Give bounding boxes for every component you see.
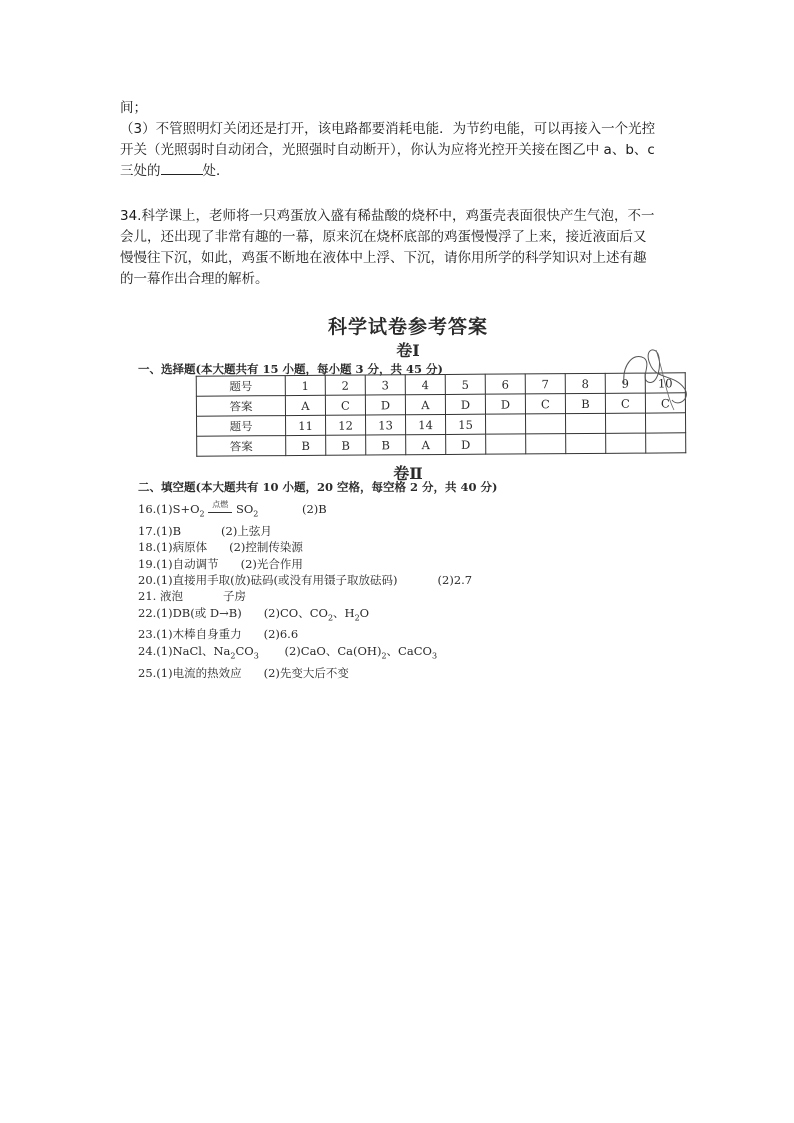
answer-key-scan (134, 308, 694, 680)
list-item (138, 626, 472, 642)
table-cell: A (406, 434, 446, 454)
answer-text: (2)CaO、Ca(OH) (284, 643, 382, 658)
answer-text: (2)控制传染源 (229, 540, 303, 555)
answer-text: 17.(1)B (138, 523, 182, 538)
table-cell (525, 414, 565, 434)
answer-text: (2)光合作用 (240, 556, 303, 571)
table-cell: 14 (406, 414, 446, 434)
answer-blank (161, 161, 203, 175)
list-item (138, 572, 472, 588)
table-cell: 12 (326, 415, 366, 435)
text-line: 开关（光照弱时自动闭合，光照强时自动断开），你认为应将光控开关接在图乙中 a、b、c (120, 142, 655, 158)
subscript: 2 (354, 613, 360, 623)
subscript: 3 (431, 651, 438, 661)
table-cell: C (645, 393, 685, 413)
table-cell: 2 (325, 375, 365, 395)
list-item (138, 605, 472, 627)
table-cell (605, 413, 645, 433)
answer-text: 19.(1)自动调节 (138, 556, 219, 571)
answer-text: (2)B (302, 502, 327, 516)
table-row (197, 433, 686, 456)
table-cell: B (326, 435, 366, 455)
answer-text: 24.(1)NaCl、Na (138, 643, 231, 658)
answer-text: SO (235, 502, 254, 516)
table-cell: D (485, 394, 525, 414)
text-fragment: 三处的 (120, 163, 161, 179)
list-item (138, 523, 472, 539)
text-fragment: 处． (202, 163, 230, 179)
table-cell: 题号 (197, 416, 286, 437)
condition-label: 点燃 (212, 500, 229, 509)
list-item (138, 588, 472, 604)
answer-text: 16.(1)S+O (138, 502, 200, 516)
answer-text: 25.(1)电流的热效应 (138, 665, 242, 680)
reaction-condition (208, 500, 232, 513)
table-cell: D (365, 395, 405, 415)
table-cell (566, 433, 606, 453)
answer-text: 23.(1)木棒自身重力 (138, 627, 242, 642)
text-line: 会儿，还出现了非常有趣的一幕，原来沉在烧杯底部的鸡蛋慢慢浮了上来，接近液面后又 (120, 229, 647, 245)
subscript: 2 (199, 509, 205, 519)
table-cell (526, 434, 566, 454)
table-cell (606, 433, 646, 453)
answer-text: 21. 液泡 (138, 589, 183, 604)
list-item (138, 501, 472, 523)
answer-text: 、CaCO (386, 643, 432, 658)
table-cell: 1 (285, 375, 325, 395)
table-cell: 6 (485, 374, 525, 394)
table-cell: 答案 (197, 436, 286, 457)
answer-text: 20.(1)直接用手取(放)砝码(或没有用镊子取放砝码) (138, 572, 398, 587)
table-cell: 7 (525, 374, 565, 394)
table-cell (646, 433, 686, 453)
answer-text: 子房 (222, 589, 246, 604)
text-line (120, 161, 680, 182)
table-cell: 11 (286, 415, 326, 435)
answer-text: (2)上弦月 (221, 523, 272, 538)
subscript: 2 (327, 613, 334, 623)
table-cell: 10 (645, 373, 685, 393)
answer-text: CO (235, 643, 254, 658)
choice-answer-table (196, 372, 687, 456)
list-item (138, 643, 472, 665)
table-cell: 15 (445, 414, 485, 434)
text-line: 间； (120, 100, 147, 116)
text-line: 34.科学课上，老师将一只鸡蛋放入盛有稀盐酸的烧杯中，鸡蛋壳表面很快产生气泡，不一 (120, 208, 655, 224)
volume-2-heading: 卷Ⅱ (393, 464, 423, 483)
text-line: 的一幕作出合理的解析。 (120, 271, 269, 287)
section-1-heading: 一、选择题(本大题共有 15 小题，每小题 3 分，共 45 分) (138, 362, 443, 376)
section-2-heading: 二、填空题(本大题共有 10 小题，20 空格，每空格 2 分，共 40 分) (138, 480, 498, 494)
subscript: 2 (381, 651, 387, 661)
answer-text: (2)先变大后不变 (263, 665, 349, 680)
answer-text: 18.(1)病原体 (138, 540, 208, 555)
table-cell: 答案 (196, 396, 285, 417)
volume-1-heading: 卷Ⅰ (396, 341, 420, 360)
answer-text: O (359, 605, 370, 620)
list-item (138, 665, 472, 681)
answer-text: (2)2.7 (437, 572, 473, 587)
table-cell: C (605, 393, 645, 413)
table-cell: B (286, 435, 326, 455)
subscript: 2 (230, 651, 236, 661)
table-cell (485, 414, 525, 434)
table-cell: 13 (366, 415, 406, 435)
table-cell: 3 (365, 375, 405, 395)
table-cell: 题号 (196, 376, 285, 397)
subscript: 3 (253, 651, 259, 661)
answer-text: (2)CO、CO (263, 605, 328, 620)
table-cell: D (446, 434, 486, 454)
table-cell: 9 (605, 373, 645, 393)
table-cell: 8 (565, 373, 605, 393)
table-cell: C (325, 395, 365, 415)
pen-scribble-mark (614, 344, 704, 416)
text-line: （3）不管照明灯关闭还是打开，该电路都要消耗电能．为节约电能，可以再接入一个光控 (120, 121, 656, 137)
table-cell: 5 (445, 374, 485, 394)
table-cell: C (525, 394, 565, 414)
fill-in-answers (138, 501, 472, 681)
answer-text: 22.(1)DB(或 D→B) (138, 605, 242, 620)
table-cell: A (285, 395, 325, 415)
question-text (120, 98, 680, 290)
table-cell (486, 434, 526, 454)
text-line: 慢慢往下沉，如此，鸡蛋不断地在液体中上浮、下沉，请你用所学的科学知识对上述有趣 (120, 250, 647, 266)
subscript: 2 (253, 509, 259, 519)
table-cell (565, 413, 605, 433)
answer-text: 、H (333, 605, 355, 620)
table-cell: 4 (405, 374, 445, 394)
list-item (138, 556, 472, 572)
table-cell: D (445, 394, 485, 414)
answer-key-title: 科学试卷参考答案 (327, 316, 488, 338)
table-cell: A (405, 394, 445, 414)
list-item (138, 539, 472, 555)
answer-text: (2)6.6 (263, 627, 299, 642)
table-cell: B (366, 435, 406, 455)
table-cell: B (565, 393, 605, 413)
